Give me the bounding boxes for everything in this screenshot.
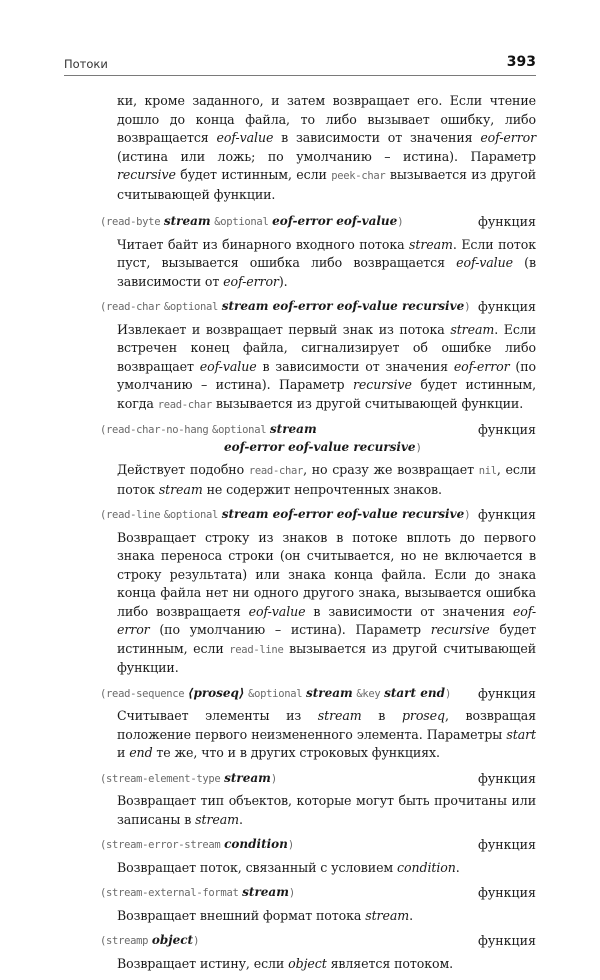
arg: stream: [305, 685, 353, 700]
param-ref: recursive: [117, 167, 176, 182]
paren: ): [193, 935, 200, 947]
description: Возвращает строку из знаков в потоке вплоть до первого знака переноса строки (он считывается, но не включается в строку результата) или знака конца файла. Если до знака конца файла нет ни одного другого знака, вызывается ошибка либо возвращаетя eof-value в зависимости от значения eof-error (по умолчанию – истина). Параметр recursive будет истинным, если read-line вызывается из другой считывающей функции.: [117, 529, 537, 675]
function-name: (streamp: [100, 935, 149, 947]
param-ref: eof-error: [480, 130, 537, 145]
description: Возвращает поток, связанный с условием condition.: [117, 859, 460, 875]
arg: ⟨proseq⟩: [187, 685, 245, 700]
signature: [100, 770, 536, 789]
description: Возвращает тип объектов, которые могут быть прочитаны или записаны в stream.: [117, 793, 536, 827]
intro-paragraph: [117, 92, 536, 204]
param-ref: eof-value: [216, 130, 274, 145]
function-name: (read-sequence: [100, 687, 185, 700]
entry-read-sequence: [100, 685, 536, 763]
description: Извлекает и возвращает первый знак из потока stream. Если встречен конец файла, сигнализирует об ошибке либо возвращает eof-value в зависимости от значения eof-error (по умолчанию – истина). Параметр recursive будет истинным, когда read-char вызывается из другой считывающей функции.: [117, 321, 536, 411]
kind-label: функция: [478, 507, 536, 522]
paren: ): [288, 887, 295, 899]
code-ref: peek-char: [331, 170, 386, 182]
function-name: (read-char: [100, 301, 161, 313]
entry-streamp: [100, 932, 536, 973]
description: Возвращает внешний формат потока stream.: [117, 907, 413, 923]
lambda-keyword: &optional: [248, 687, 303, 700]
function-name: (stream-external-format: [100, 887, 239, 899]
page-number: 393: [506, 54, 536, 70]
text: ки, кроме заданного, и затем возвращает его. Если чтение дошло до конца файла, то либо вызывает ошибку, либо возвращается: [117, 93, 536, 145]
text: будет истинным, если: [175, 167, 332, 182]
function-name: (read-line: [100, 509, 161, 521]
paren: ): [464, 509, 471, 521]
arg: eof-error eof-value recursive: [224, 440, 416, 454]
function-name: (stream-element-type: [100, 772, 221, 785]
arg: stream eof-error eof-value recursive: [221, 507, 465, 521]
entry-stream-element-type: [100, 770, 536, 830]
page-header: [64, 54, 536, 76]
kind-label: функция: [478, 214, 536, 229]
paren: ): [415, 442, 422, 454]
text: в зависимости от значения: [273, 130, 481, 145]
signature: [100, 685, 536, 704]
arg: condition: [224, 837, 288, 851]
description: Действует подобно read-char, но сразу же возвращает nil, если поток stream не содержит непрочтенных знаков.: [117, 462, 536, 497]
signature: [100, 836, 536, 855]
arg: stream eof-error eof-value recursive: [221, 299, 465, 313]
arg: stream: [242, 885, 289, 899]
lambda-keyword: &optional: [214, 216, 269, 228]
lambda-keyword: &key: [356, 687, 381, 700]
description: Возвращает истину, если object является потоком.: [117, 955, 454, 971]
description: Считывает элементы из stream в proseq, возвращая положение первого неизмененного элемента. Параметры start и end те же, что и в других строковых функциях.: [117, 708, 536, 760]
entry-read-char: [100, 298, 536, 414]
lambda-keyword: &optional: [163, 509, 219, 521]
arg: stream: [224, 770, 271, 785]
signature: [100, 213, 536, 232]
kind-label: функция: [478, 770, 536, 786]
entry-read-line: [100, 506, 536, 678]
paren: ): [270, 772, 277, 785]
signature: [100, 932, 536, 951]
paren: ): [464, 301, 471, 313]
signature: [100, 421, 536, 457]
function-name: (read-byte: [100, 216, 161, 228]
paren: ): [444, 687, 451, 700]
paren: ): [397, 216, 404, 228]
kind-label: функция: [478, 299, 536, 314]
lambda-keyword: &optional: [163, 301, 219, 313]
entry-read-byte: [100, 213, 536, 291]
entry-stream-external-format: [100, 884, 536, 925]
kind-label: функция: [478, 933, 536, 948]
entry-stream-error-stream: [100, 836, 536, 877]
signature: [100, 506, 536, 525]
arg: stream: [269, 422, 317, 436]
kind-label: функция: [478, 885, 536, 900]
signature: [100, 884, 536, 903]
arg: start end: [384, 685, 445, 700]
kind-label: функция: [478, 837, 536, 852]
lambda-keyword: &optional: [212, 424, 267, 436]
signature: [100, 298, 536, 317]
arg: object: [151, 933, 194, 947]
function-name: (read-char-no-hang: [100, 424, 209, 436]
text: вызывается из другой считывающей функции.: [117, 167, 536, 202]
arg: eof-error eof-value: [272, 214, 398, 228]
function-name: (stream-error-stream: [100, 839, 221, 851]
entry-read-char-no-hang: [100, 421, 536, 499]
arg: stream: [163, 214, 211, 228]
kind-label: функция: [478, 685, 536, 701]
kind-label: функция: [478, 422, 536, 437]
text: (истина или ложь; по умолчанию – истина). Параметр: [117, 148, 536, 164]
running-title: Потоки: [64, 57, 108, 71]
description: Читает байт из бинарного входного потока stream. Если поток пуст, вызывается ошибка либо возвращается eof-value (в зависимости от eof-error).: [117, 236, 536, 289]
paren: ): [287, 839, 294, 851]
